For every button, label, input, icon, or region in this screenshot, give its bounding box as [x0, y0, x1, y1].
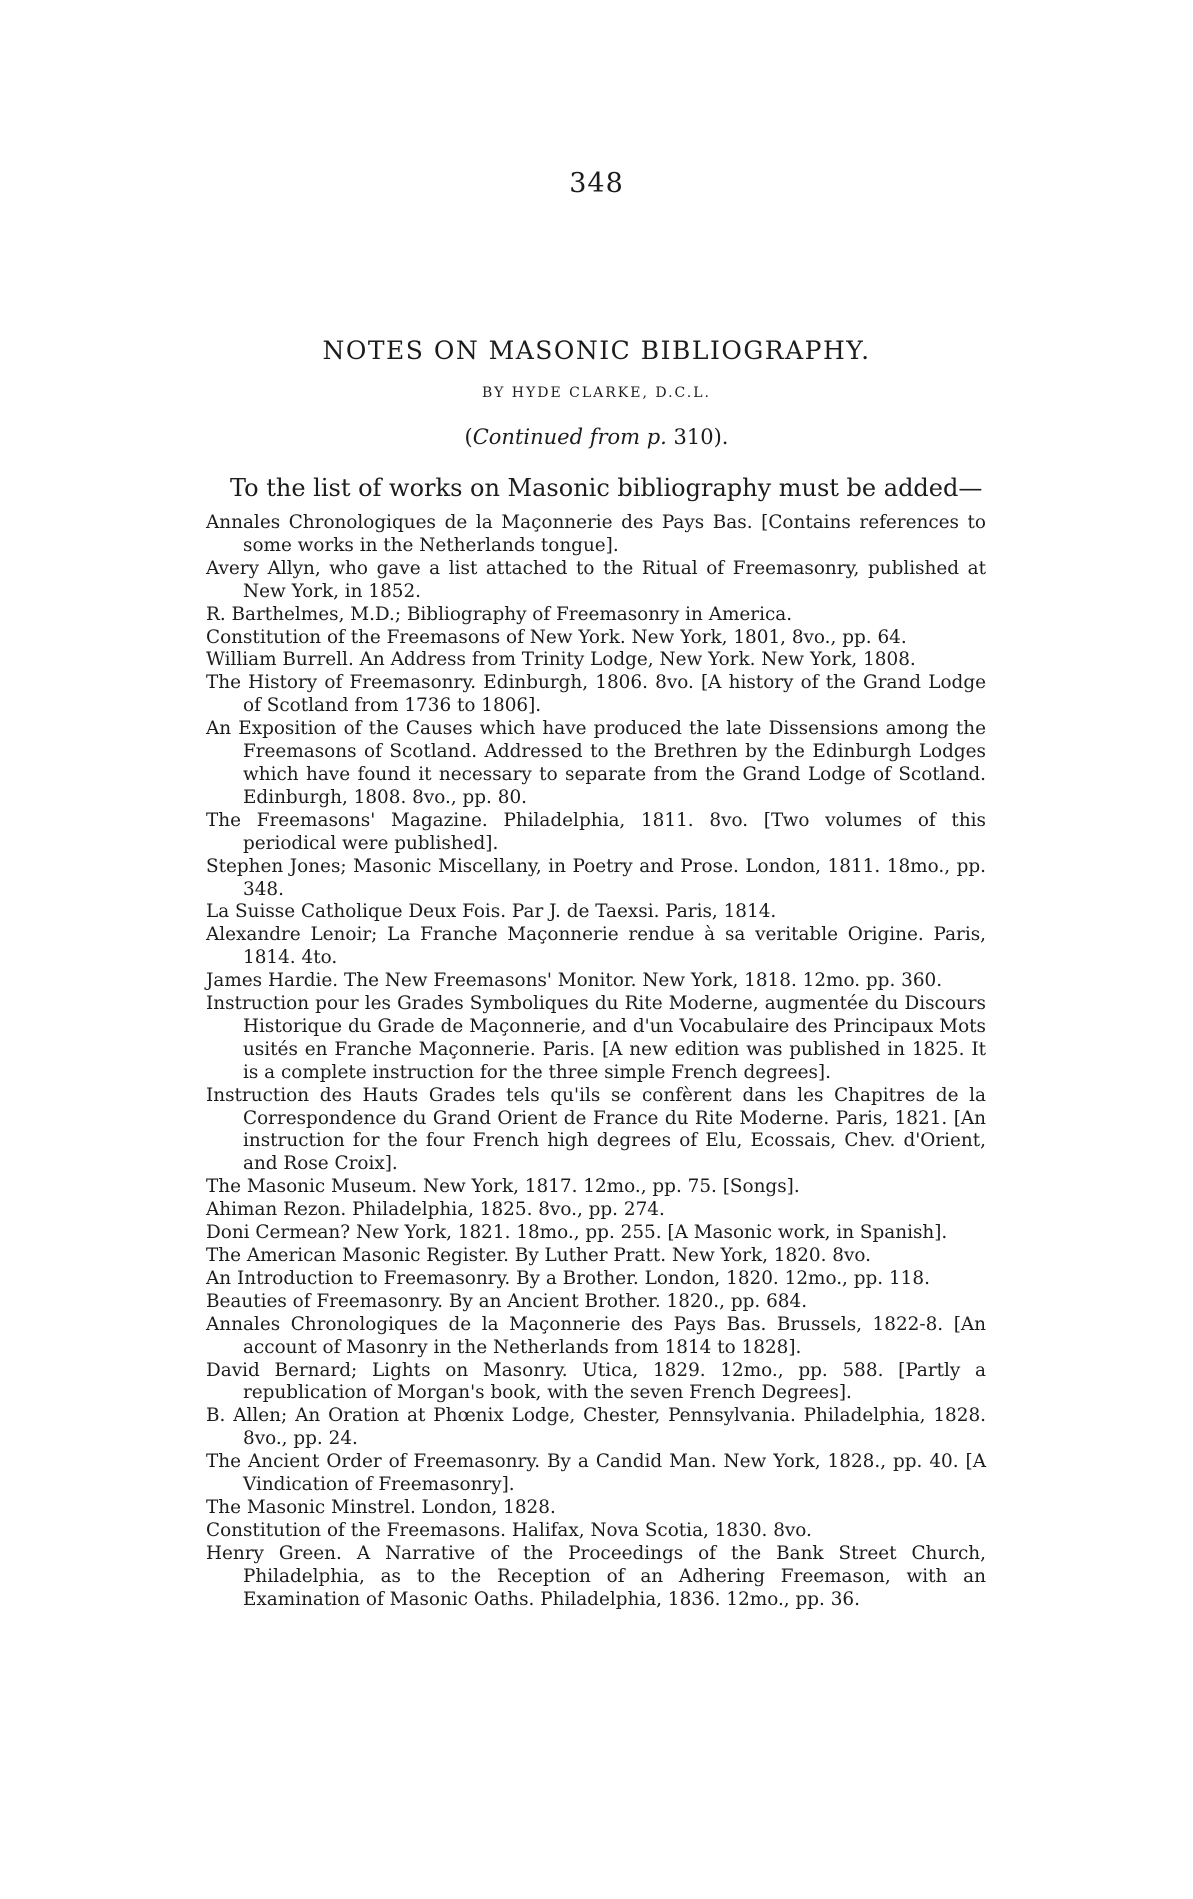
list-item: The History of Freemasonry. Edinburgh, 1806. 8vo. [A history of the Grand Lodge of Scotland from 1736 to 1806]. [206, 672, 986, 717]
bibliography-list [206, 512, 986, 1612]
list-item: James Hardie. The New Freemasons' Monitor. New York, 1818. 12mo. pp. 360. [206, 970, 943, 992]
list-item: Henry Green. A Narrative of the Proceedings of the Bank Street Church, Philadelphia, as to the Reception of an Adhering Freemason, with an Examination of Masonic Oaths. Philadelphia, 1836. 12mo., pp. 36. [206, 1542, 986, 1610]
list-item: Ahiman Rezon. Philadelphia, 1825. 8vo., pp. 274. [206, 1199, 665, 1221]
continued-italic: Continued from p. [472, 425, 667, 449]
list-item: Annales Chronologiques de la Maçonnerie des Pays Bas. [Contains references to some works in the Netherlands tongue]. [206, 512, 986, 556]
list-item: David Bernard; Lights on Masonry. Utica, 1829. 12mo., pp. 588. [Partly a republication of Morgan's book, with the seven French Degrees]. [206, 1359, 986, 1404]
list-item: An Introduction to Freemasonry. By a Brother. London, 1820. 12mo., pp. 118. [206, 1267, 930, 1289]
list-item: William Burrell. An Address from Trinity Lodge, New York. New York, 1808. [206, 649, 916, 671]
list-item: The Ancient Order of Freemasonry. By a Candid Man. New York, 1828., pp. 40. [A Vindication of Freemasonry]. [206, 1451, 986, 1496]
list-item: Constitution of the Freemasons. Halifax, Nova Scotia, 1830. 8vo. [206, 1519, 812, 1541]
byline: BY HYDE CLARKE, D.C.L. [482, 385, 711, 401]
list-item: An Exposition of the Causes which have produced the late Dissensions among the Freemasons of Scotland. Addressed to the Brethren by the Edinburgh Lodges which have found it necessary to separate from the Grand Lodge of Scotland. Edinburgh, 1808. 8vo., pp. 80. [206, 718, 986, 808]
list-item: The Freemasons' Magazine. Philadelphia, 1811. 8vo. [Two volumes of this periodical were published]. [206, 809, 986, 854]
list-item: Alexandre Lenoir; La Franche Maçonnerie rendue à sa veritable Origine. Paris, 1814. 4to. [206, 924, 986, 969]
list-item: Instruction pour les Grades Symboliques du Rite Moderne, augmentée du Discours Historique du Grade de Maçonnerie, and d'un Vocabulaire des Principaux Mots usités en Franche Maçonnerie. Paris. [A new edition was published in 1825. It is a complete instruction for the three simple French degrees]. [206, 993, 986, 1083]
intro-text: To the list of works on Masonic bibliography must be added— [230, 474, 983, 502]
list-item: The Masonic Museum. New York, 1817. 12mo., pp. 75. [Songs]. [206, 1176, 800, 1198]
list-item: Constitution of the Freemasons of New York. New York, 1801, 8vo., pp. 64. [206, 626, 907, 648]
page-number: 348 [569, 168, 624, 199]
list-item: Avery Allyn, who gave a list attached to the Ritual of Freemasonry, published at New York, in 1852. [206, 557, 986, 602]
list-item: B. Allen; An Oration at Phœnix Lodge, Chester, Pennsylvania. Philadelphia, 1828. 8vo., pp. 24. [206, 1405, 986, 1450]
list-item: R. Barthelmes, M.D.; Bibliography of Freemasonry in America. [206, 603, 793, 625]
list-item: Doni Cermean? New York, 1821. 18mo., pp. 255. [A Masonic work, in Spanish]. [206, 1222, 948, 1244]
list-item: Annales Chronologiques de la Maçonnerie des Pays Bas. Brussels, 1822-8. [An account of Masonry in the Netherlands from 1814 to 1828]. [206, 1313, 986, 1358]
article-title: NOTES ON MASONIC BIBLIOGRAPHY. [322, 336, 871, 365]
continued-open: ( [464, 425, 473, 449]
continued-rest: 310). [666, 425, 729, 449]
list-item: Beauties of Freemasonry. By an Ancient Brother. 1820., pp. 684. [206, 1290, 808, 1312]
list-item: The American Masonic Register. By Luther Pratt. New York, 1820. 8vo. [206, 1245, 871, 1266]
continued-note [0, 425, 1193, 449]
list-item: La Suisse Catholique Deux Fois. Par J. de Taexsi. Paris, 1814. [206, 901, 777, 923]
list-item: Instruction des Hauts Grades tels qu'ils se confèrent dans les Chapitres de la Correspondence du Grand Orient de France du Rite Moderne. Paris, 1821. [An instruction for the four French high degrees of Elu, Ecossais, Chev. d'Orient, and Rose Croix]. [206, 1084, 986, 1175]
list-item: The Masonic Minstrel. London, 1828. [206, 1496, 556, 1518]
list-item: Stephen Jones; Masonic Miscellany, in Poetry and Prose. London, 1811. 18mo., pp. 348. [206, 855, 986, 900]
